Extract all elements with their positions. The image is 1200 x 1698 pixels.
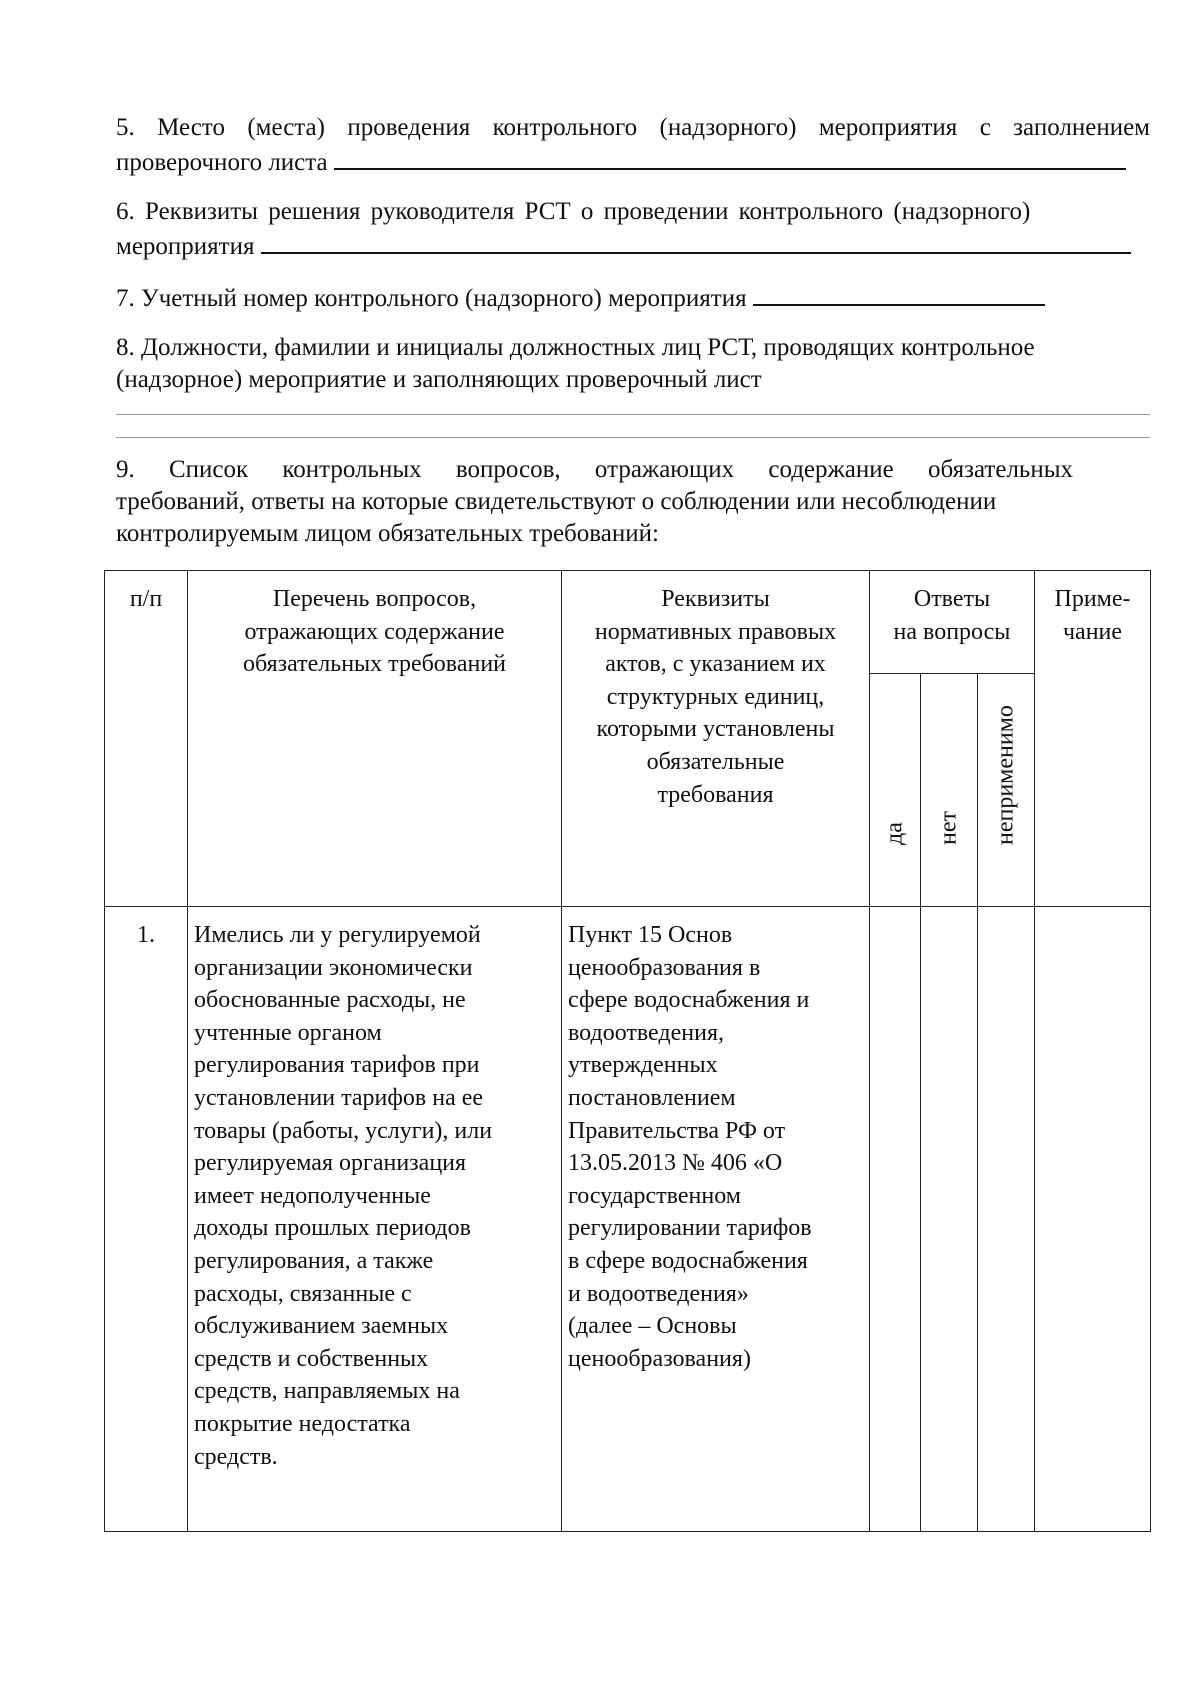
row-num: 1. [105,907,188,1532]
field-8 [116,332,1150,396]
field-5 [116,112,1150,179]
header-na: неприменимо [978,674,1035,907]
field-6-line-2: мероприятия [116,228,1150,263]
field-5-blank[interactable] [334,144,1126,170]
table-header-row [105,571,1151,674]
field-5-line-1: 5. Место (места) проведения контрольного (надзорного) мероприятия с заполнением [116,114,1150,141]
field-7-line-1: 7. Учетный номер контрольного (надзорного) мероприятия [116,280,1150,315]
table-row [105,907,1151,1532]
header-note: Приме- чание [1035,571,1151,907]
field-5-line-2: проверочного листа [116,144,1150,179]
field-9-line-1: 9. Список контрольных вопросов, отражающих содержание обязательных [116,456,1074,483]
field-9-line-2: требований, ответы на которые свидетельствуют о соблюдении или несоблюдении [116,488,997,515]
row-answer-no[interactable] [921,907,978,1532]
field-7 [116,280,1150,315]
header-answers: Ответы на вопросы [870,571,1035,674]
row-acts: Пункт 15 Основ ценообразования в сфере водоснабжения и водоотведения, утвержденных постановлением Правительства РФ от 13.05.2013 № 406 «О государственном регулировании тарифов в сфере водоснабжения и водоотведения» (далее – Основы ценообразования) [562,907,870,1532]
field-6 [116,196,1150,263]
field-9 [116,454,1150,550]
field-6-line-1: 6. Реквизиты решения руководителя РСТ о проведении контрольного (надзорного) [116,198,1031,225]
field-8-line-2: (надзорное) мероприятие и заполняющих проверочный лист [116,366,762,393]
field-8-blank-line-1[interactable] [116,414,1150,415]
header-no: нет [921,674,978,907]
field-9-line-3: контролируемым лицом обязательных требований: [116,520,659,547]
row-answer-na[interactable] [978,907,1035,1532]
field-7-blank[interactable] [753,280,1045,306]
row-answer-yes[interactable] [870,907,921,1532]
header-acts: Реквизиты нормативных правовых актов, с указанием их структурных единиц, которыми установлены обязательные требования [562,571,870,907]
checklist-table [104,570,1151,1532]
field-6-blank[interactable] [261,228,1131,254]
field-8-line-1: 8. Должности, фамилии и инициалы должностных лиц РСТ, проводящих контрольное [116,334,1035,361]
row-question: Имелись ли у регулируемой организации экономически обоснованные расходы, не учтенные органом регулирования тарифов при установлении тарифов на ее товары (работы, услуги), или регулируемая организация имеет недополученные доходы прошлых периодов регулирования, а также расходы, связанные с обслуживанием заемных средств и собственных средств, направляемых на покрытие недостатка средств. [188,907,562,1532]
field-8-blank-line-2[interactable] [116,437,1150,438]
header-num: п/п [105,571,188,907]
row-note[interactable] [1035,907,1151,1532]
header-yes: да [870,674,921,907]
header-questions: Перечень вопросов, отражающих содержание обязательных требований [188,571,562,907]
